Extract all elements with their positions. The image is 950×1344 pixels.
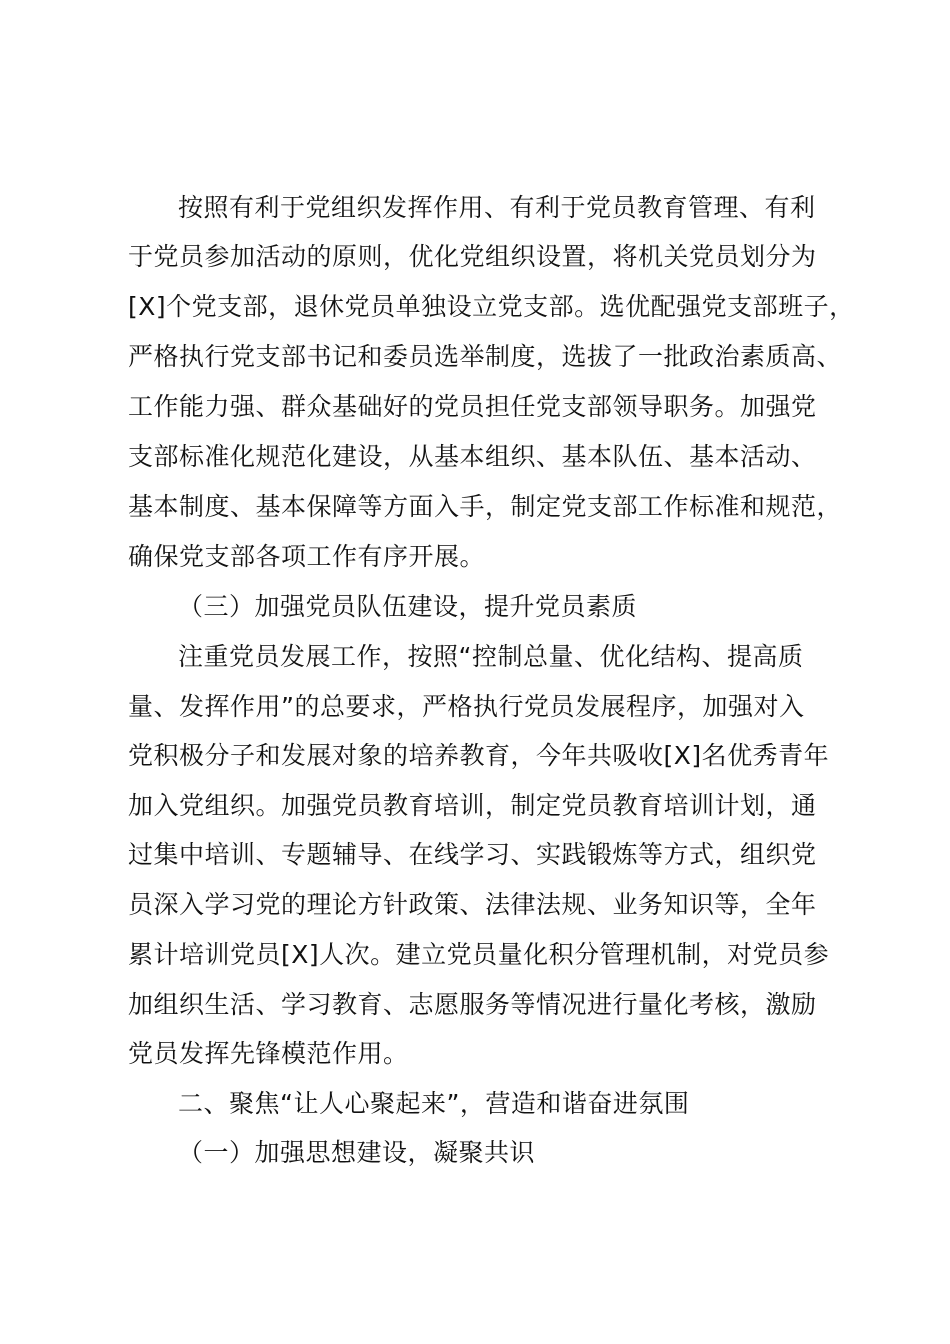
subheading-1: （一）加强思想建设，凝聚共识	[178, 1138, 536, 1167]
paragraph-2-line: 员深入学习党的理论方针政策、法律法规、业务知识等，全年	[128, 890, 817, 919]
paragraph-2-line: 量、发挥作用”的总要求，严格执行党员发展程序，加强对入	[128, 692, 805, 721]
paragraph-2-line: 过集中培训、专题辅导、在线学习、实践锻炼等方式，组织党	[128, 840, 817, 869]
paragraph-2-line: 累计培训党员[X]人次。建立党员量化积分管理机制，对党员参	[128, 940, 830, 969]
paragraph-1-line: 于党员参加活动的原则，优化党组织设置，将机关党员划分为	[128, 242, 817, 271]
subheading-3: （三）加强党员队伍建设，提升党员素质	[178, 592, 638, 621]
section-2-heading: 二、聚焦“让人心聚起来”，营造和谐奋进氛围	[178, 1089, 690, 1118]
paragraph-1-line: 支部标准化规范化建设，从基本组织、基本队伍、基本活动、	[128, 442, 817, 471]
paragraph-1-line: 工作能力强、群众基础好的党员担任党支部领导职务。加强党	[128, 392, 817, 421]
paragraph-1-line: 基本制度、基本保障等方面入手，制定党支部工作标准和规范，	[128, 492, 843, 521]
paragraph-2-line: 党员发挥先锋模范作用。	[128, 1039, 409, 1068]
paragraph-1-line: 按照有利于党组织发挥作用、有利于党员教育管理、有利	[178, 193, 816, 222]
paragraph-1-line: 确保党支部各项工作有序开展。	[128, 542, 486, 571]
paragraph-2-line: 注重党员发展工作，按照“控制总量、优化结构、提高质	[178, 642, 804, 671]
paragraph-1-line: 严格执行党支部书记和委员选举制度，选拔了一批政治素质高、	[128, 342, 843, 371]
paragraph-2-line: 党积极分子和发展对象的培养教育，今年共吸收[X]名优秀青年	[128, 741, 830, 770]
paragraph-2-line: 加组织生活、学习教育、志愿服务等情况进行量化考核，激励	[128, 990, 817, 1019]
paragraph-1-line: [X]个党支部，退休党员单独设立党支部。选优配强党支部班子，	[128, 292, 855, 321]
paragraph-2-line: 加入党组织。加强党员教育培训，制定党员教育培训计划，通	[128, 791, 817, 820]
